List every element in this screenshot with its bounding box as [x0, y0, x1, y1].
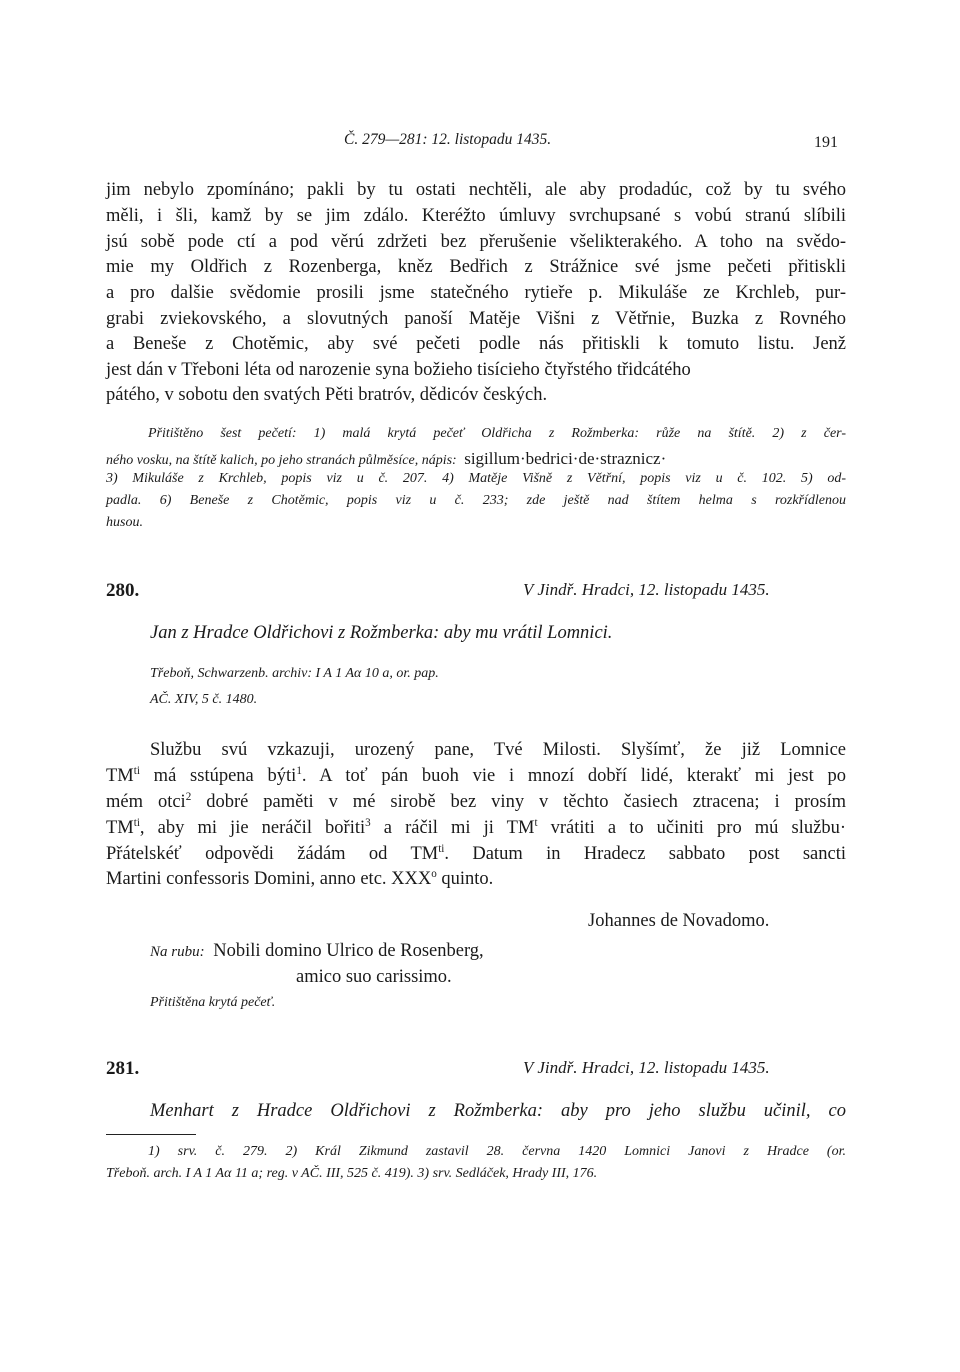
text-line: mém otci$^2$ dobré paměti v mé sirobě bez viny v těchto časiech ztracena; i prosím — [106, 790, 846, 812]
footnote-line: Třeboň. arch. I A 1 Aα 11 a; reg. v AČ. III, 525 č. 419). 3) srv. Sedláček, Hrady III, 176. — [106, 1166, 598, 1181]
note-line: Přitištěno šest pečetí: 1) malá krytá pečeť Oldřicha z Rožmberka: růže na štítě. 2) z čer- — [148, 426, 846, 441]
note-line: ného vosku, na štítě kalich, po jeho stranách půlměsíce, nápis: — [106, 453, 457, 468]
doc-280-source: Třeboň, Schwarzenb. archiv: I A 1 Aα 10 a, or. pap. — [150, 666, 439, 681]
doc-281-number: 281. — [106, 1058, 140, 1079]
text-line: $TM^{ti}$ má sstúpena býti$^1$. A toť pán buoh vie i mnozí dobří lidé, kterakť mi jest po — [106, 764, 846, 786]
doc-280-place-date: V Jindř. Hradci, 12. listopadu 1435. — [523, 580, 770, 599]
seal-legend: sigillum·bedrici·de·straznicz· — [464, 449, 667, 468]
footnote-rule — [106, 1134, 196, 1135]
footnote-line: 1) srv. č. 279. 2) Král Zikmund zastavil 28. června 1420 Lomnici Janovi z Hradce (or. — [148, 1144, 846, 1159]
verso-line: amico suo carissimo. — [296, 967, 452, 987]
doc-281-place-date: V Jindř. Hradci, 12. listopadu 1435. — [523, 1058, 770, 1077]
doc-280-regest: Jan z Hradce Oldřichovi z Rožmberka: aby mu vrátil Lomnici. — [150, 623, 613, 643]
note-line: husou. — [106, 515, 143, 530]
text-line: jim nebylo zpomínáno; pakli by tu ostati nechtěli, ale aby prodadúc, což by tu svého — [106, 180, 846, 200]
text-line: a Beneše z Chotěmic, aby své pečeti podle nás přitiskli k tomuto listu. Jenž — [106, 334, 846, 354]
note-line: padla. 6) Beneše z Chotěmic, popis viz u č. 233; zde ještě nad štítem helma s rozkřídlenou — [106, 493, 846, 508]
text-line: jsú sobě pode ctí a pod věrú zdržeti bez přerušenie všelikterakého. A toho na svědo- — [106, 232, 846, 252]
verso-line: Nobili domino Ulrico de Rosenberg, — [213, 941, 484, 961]
running-title: Č. 279—281: 12. listopadu 1435. — [344, 131, 552, 148]
text-line: mie my Oldřich z Rozenberga, kněz Bedřich z Strážnice své jsme pečeti přitiskli — [106, 257, 846, 277]
doc-280-edition: AČ. XIV, 5 č. 1480. — [150, 692, 258, 707]
seal-note: Přitištěna krytá pečeť. — [150, 995, 276, 1010]
verso-address — [150, 941, 484, 962]
text-line: $TM^{ti}$, aby mi jie neráčil bořiti$^3$ a ráčil mi ji $TM^t$ vrátiti a to učiniti pro mú službu· — [106, 816, 846, 838]
text-line: měli, i šli, kamž by se jim zdálo. Kteréžto úmluvy svrchupsané s vobú stranú slíbili — [106, 206, 846, 226]
verso-label: Na rubu: — [150, 944, 205, 960]
text-line: jest dán v Třeboni léta od narozenie syna božieho tisícieho čtyřstého třidcátého — [106, 360, 691, 380]
page-number: 191 — [814, 134, 838, 151]
doc-281-regest: Menhart z Hradce Oldřichovi z Rožmberka: aby pro jeho službu učinil, co — [150, 1101, 846, 1121]
note-line: 3) Mikuláše z Krchleb, popis viz u č. 207. 4) Matěje Višně z Větřní, popis viz u č. 102. 5) od- — [106, 471, 846, 486]
text-line: Službu svú vzkazuji, urozený pane, Tvé Milosti. Slyšímť, že již Lomnice — [150, 740, 846, 760]
signature: Johannes de Novadomo. — [588, 911, 770, 931]
text-line: a pro dalšie svědomie prosili jsme statečného rytieře p. Mikuláše ze Krchleb, pur- — [106, 283, 846, 303]
text-line: Přátelskéť odpovědi žádám od $TM^{ti}$. Datum in Hradecz sabbato post sancti — [106, 842, 847, 864]
text-line: Martini confessoris Domini, anno etc. XXX$^o$ quinto. — [106, 867, 494, 889]
doc-280-number: 280. — [106, 580, 140, 601]
text-line: grabi zviekovského, a slovutných panoší Matěje Višni z Větřnie, Buzka z Rovného — [106, 309, 846, 329]
text-line: pátého, v sobotu den svatých Pěti bratróv, dědicóv českých. — [106, 385, 548, 405]
